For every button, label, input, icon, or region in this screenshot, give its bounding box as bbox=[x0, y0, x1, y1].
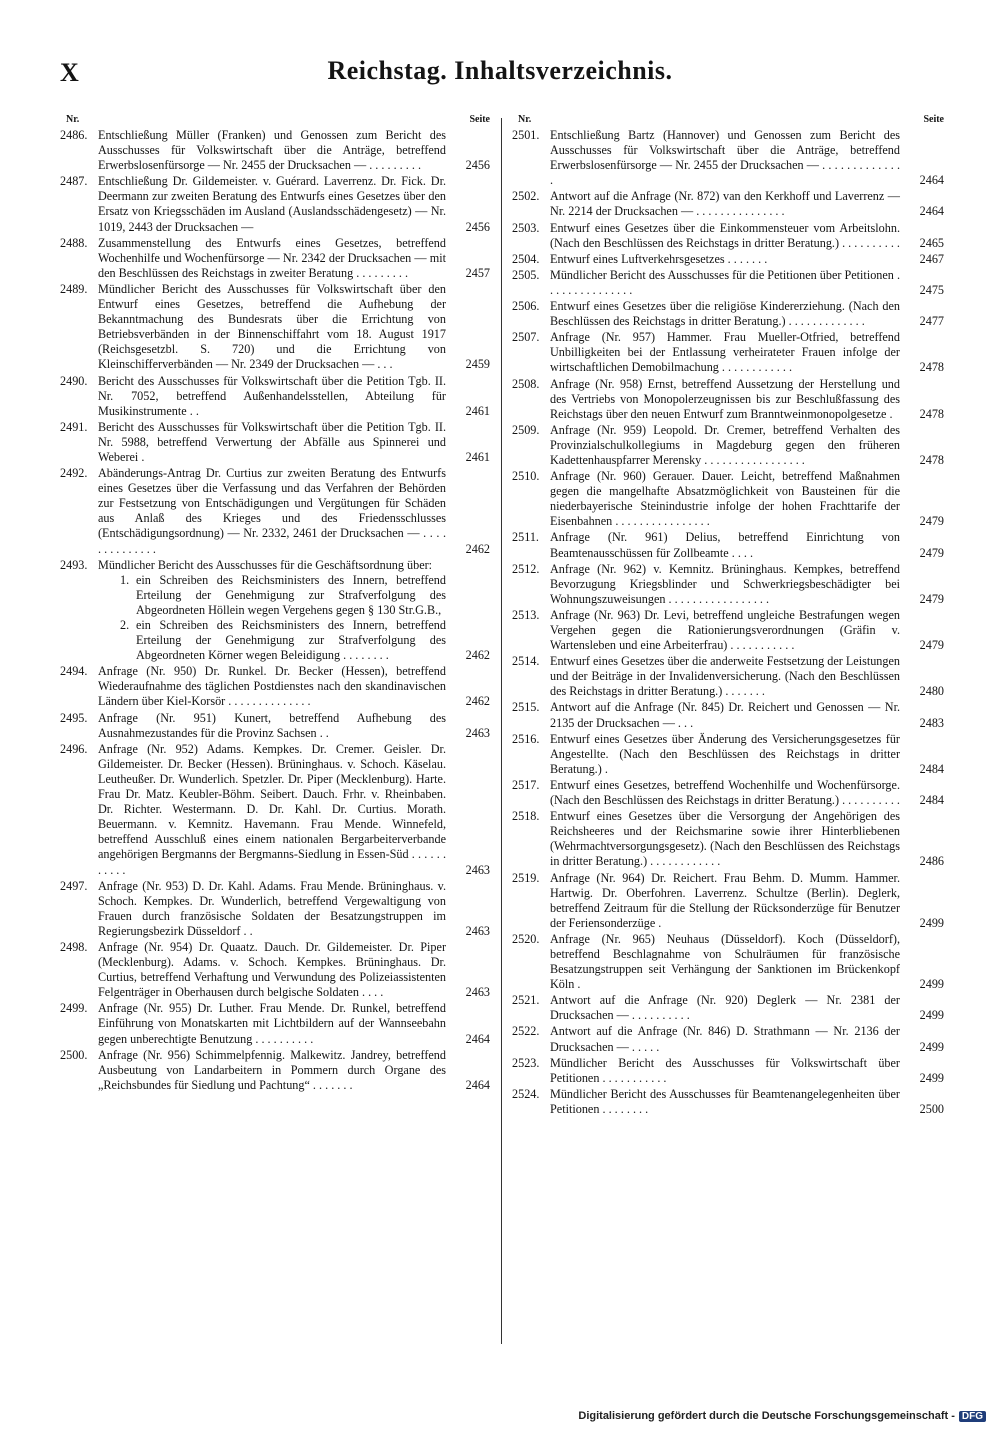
entry-page: 2499 bbox=[919, 1070, 944, 1085]
sub-item bbox=[98, 573, 446, 618]
entry-page: 2464 bbox=[465, 1031, 490, 1046]
entry-text: Anfrage (Nr. 961) Delius, betreffend Einrichtung von Beamtenausschüssen für Zollbeamte . . . . bbox=[550, 530, 900, 560]
sub-item-text: ein Schreiben des Reichsministers des Innern, betreffend Erteilung der Genehmigung zur Strafverfolgung des Abgeordneten Körner wegen Beleidigung . . . . . . . . bbox=[136, 618, 446, 663]
entry-number: 2494. bbox=[60, 664, 88, 679]
entry-number: 2498. bbox=[60, 939, 88, 954]
entry-number: 2505. bbox=[512, 267, 540, 282]
entry-page: 2475 bbox=[919, 282, 944, 297]
entry-page: 2478 bbox=[919, 360, 944, 375]
entry-number: 2500. bbox=[60, 1047, 88, 1062]
entry-text: Entwurf eines Gesetzes über die religiöse Kindererziehung. (Nach den Beschlüssen des Reichstags in dritter Beratung.) . . . . . . . . . . . . . bbox=[550, 299, 900, 329]
left-entry-list bbox=[60, 128, 490, 1093]
index-entry bbox=[60, 711, 490, 741]
entry-page: 2462 bbox=[465, 648, 490, 663]
entry-number: 2508. bbox=[512, 376, 540, 391]
index-entry bbox=[512, 608, 944, 653]
sub-item-text: ein Schreiben des Reichsministers des Innern, betreffend Erteilung der Genehmigung zur Strafverfolgung des Abgeordneten Höllein wegen Vergehens gegen § 130 Str.G.B., bbox=[136, 572, 446, 617]
entry-page: 2461 bbox=[465, 449, 490, 464]
index-entry bbox=[60, 742, 490, 878]
index-entry bbox=[60, 236, 490, 281]
entry-number: 2522. bbox=[512, 1024, 540, 1039]
left-column bbox=[60, 112, 490, 1094]
index-entry bbox=[512, 778, 944, 808]
entry-text: Anfrage (Nr. 951) Kunert, betreffend Aufhebung des Ausnahmezustandes für die Provinz Sachsen . . bbox=[98, 710, 446, 740]
index-entry bbox=[512, 128, 944, 188]
entry-page: 2484 bbox=[919, 761, 944, 776]
entry-page: 2479 bbox=[919, 591, 944, 606]
column-divider bbox=[501, 118, 502, 1344]
entry-page: 2463 bbox=[465, 862, 490, 877]
entry-number: 2492. bbox=[60, 466, 88, 481]
entry-page: 2486 bbox=[919, 854, 944, 869]
entry-text: Zusammenstellung des Entwurfs eines Gesetzes, betreffend Wochenhilfe und Wochenfürsorge — Nr. 2342 der Drucksachen — mit den Beschlüssen des Reichstags in zweiter Beratung . . . . . . . . . bbox=[98, 235, 446, 280]
entry-text: Entschließung Dr. Gildemeister. v. Guérard. Laverrenz. Dr. Fick. Dr. Deermann zur zweiten Beratung des Entwurfs eines Gesetzes über den Ersatz von Kriegsschäden im Ausland (Auslandsschädengesetz) — Nr. 1019, 2443 der Drucksachen — bbox=[98, 174, 446, 234]
entry-number: 2495. bbox=[60, 710, 88, 725]
entry-text: Anfrage (Nr. 964) Dr. Reichert. Frau Behm. D. Mumm. Hammer. Hartwig. Dr. Oberfohren. Laverrenz. Schultze (Berlin). Deglerk, betreffend Zeitraum für die Stellung der Rücksonderzüge für Benutzer der Feriensonderzüge . bbox=[550, 870, 900, 930]
entry-page: 2464 bbox=[465, 1077, 490, 1092]
entry-number: 2496. bbox=[60, 741, 88, 756]
entry-text: Entschließung Müller (Franken) und Genossen zum Bericht des Ausschusses für Volkswirtschaft über die Anträge, betreffend Erwerbslosenfürsorge — Nr. 2455 der Drucksachen — . . . . . . . . . bbox=[98, 128, 446, 173]
sub-item-number: 2. bbox=[120, 618, 130, 632]
entry-text: Mündlicher Bericht des Ausschusses für die Petitionen über Petitionen . . . . . . . . . . . . . . . bbox=[550, 267, 900, 297]
index-entry bbox=[512, 1056, 944, 1086]
seite-label: Seite bbox=[469, 114, 490, 125]
entry-number: 2511. bbox=[512, 530, 539, 545]
entry-number: 2506. bbox=[512, 299, 540, 314]
entry-number: 2521. bbox=[512, 993, 540, 1008]
entry-text: Anfrage (Nr. 950) Dr. Runkel. Dr. Becker (Hessen), betreffend Wiederaufnahme des täglichen Postdienstes nach den skandinavischen Ländern über Kiel-Korsör . . . . . . . . . . . . . . bbox=[98, 664, 446, 709]
index-entry bbox=[60, 282, 490, 373]
entry-text: Anfrage (Nr. 954) Dr. Quaatz. Dauch. Dr. Gildemeister. Dr. Piper (Mecklenburg). Adams. v. Schoch. Kempkes. Brüninghaus. Dr. Curtius, betreffend Verhaftung und Verwundung des Polizeiassistenten Felgenträger in Oberhausen durch belgische Soldaten . . . . bbox=[98, 939, 446, 1000]
entry-text: Mündlicher Bericht des Ausschusses für die Geschäftsordnung über: bbox=[98, 557, 433, 572]
index-entry bbox=[60, 374, 490, 419]
entry-text: Anfrage (Nr. 962) v. Kemnitz. Brüninghaus. Kempkes, betreffend Bevorzugung Kriegsblinder und Schwerkriegsbeschädigter bei Wohnungszuweisungen . . . . . . . . . . . . . . . . . bbox=[550, 561, 900, 606]
page-number: X bbox=[60, 58, 79, 87]
entry-text: Anfrage (Nr. 959) Leopold. Dr. Cremer, betreffend Verhalten des Provinzialschulkollegiums in Magdeburg gegen den früheren Kadettenhauspfarrer Merensky . . . . . . . . . . . . . . . . . bbox=[550, 422, 900, 467]
entry-text: Antwort auf die Anfrage (Nr. 872) van den Kerkhoff und Laverrenz — Nr. 2214 der Drucksachen — . . . . . . . . . . . . . . . bbox=[550, 189, 900, 219]
entry-text: Antwort auf die Anfrage (Nr. 845) Dr. Reichert und Genossen — Nr. 2135 der Drucksachen — . . . bbox=[550, 700, 900, 730]
dfg-logo: DFG bbox=[959, 1411, 986, 1422]
entry-page: 2483 bbox=[919, 715, 944, 730]
entry-number: 2517. bbox=[512, 777, 540, 792]
entry-page: 2463 bbox=[465, 725, 490, 740]
entry-text: Anfrage (Nr. 958) Ernst, betreffend Aussetzung der Herstellung und des Vertriebs von Monopolerzeugnissen bis zur Beschlußfassung des Reichstags über den neuen Entwurf zum Branntweinmonopolgesetze . bbox=[550, 376, 900, 421]
entry-page: 2464 bbox=[919, 173, 944, 188]
index-entry bbox=[512, 252, 944, 267]
entry-number: 2491. bbox=[60, 419, 88, 434]
column-header bbox=[60, 112, 490, 126]
right-column bbox=[512, 112, 944, 1118]
index-entry bbox=[512, 221, 944, 251]
entry-number: 2502. bbox=[512, 189, 540, 204]
seite-label: Seite bbox=[923, 114, 944, 125]
entry-number: 2520. bbox=[512, 931, 540, 946]
entry-text: Anfrage (Nr. 957) Hammer. Frau Mueller-Otfried, betreffend Unbilligkeiten bei der Entlassung verheirateter Frauen infolge der wirtschaftlichen Demobilmachung . . . . . . . . . . . . bbox=[550, 330, 900, 375]
entry-page: 2456 bbox=[465, 219, 490, 234]
entry-number: 2512. bbox=[512, 561, 540, 576]
entry-number: 2518. bbox=[512, 809, 540, 824]
entry-text: Entwurf eines Gesetzes über die Einkommensteuer vom Arbeitslohn. (Nach den Beschlüssen des Reichstags in dritter Beratung.) . . . . . . . . . . bbox=[550, 220, 900, 250]
entry-text: Entwurf eines Gesetzes, betreffend Wochenhilfe und Wochenfürsorge. (Nach den Beschlüssen des Reichstags in dritter Beratung.) . . . . . . . . . . bbox=[550, 777, 900, 808]
index-entry bbox=[512, 809, 944, 869]
page-title: Reichstag. Inhaltsverzeichnis. bbox=[327, 56, 673, 85]
entry-page: 2456 bbox=[465, 158, 490, 173]
entry-text: Mündlicher Bericht des Ausschusses für Volkswirtschaft über den Entwurf eines Gesetzes, betreffend die Aufhebung der Bekanntmachung des Bundesrats über die Errichtung von Betriebsverbänden in der Binnenschiffahrt vom 18. August 1917 (Reichsgesetzbl. S. 720) und die Errichtung von Kleinschifferverbänden — Nr. 2349 der Drucksachen — . . . bbox=[98, 281, 446, 372]
index-entry bbox=[512, 562, 944, 607]
entry-number: 2489. bbox=[60, 281, 88, 296]
nr-label: Nr. bbox=[66, 114, 80, 125]
entry-number: 2490. bbox=[60, 373, 88, 388]
entry-page: 2499 bbox=[919, 1008, 944, 1023]
entry-number: 2509. bbox=[512, 422, 540, 437]
index-entry bbox=[512, 932, 944, 992]
index-entry bbox=[512, 1024, 944, 1054]
index-entry bbox=[60, 420, 490, 465]
index-entry bbox=[512, 268, 944, 298]
sub-item bbox=[98, 618, 446, 663]
index-entry bbox=[512, 377, 944, 422]
entry-text: Mündlicher Bericht des Ausschusses für Beamtenangelegenheiten über Petitionen . . . . . . . . bbox=[550, 1086, 900, 1116]
entry-text: Entwurf eines Gesetzes über Änderung des Versicherungsgesetzes für Angestellte. (Nach den Beschlüssen des Reichstags in dritter Beratung.) . bbox=[550, 731, 900, 776]
index-entry bbox=[60, 558, 490, 664]
index-entry bbox=[60, 879, 490, 939]
nr-label: Nr. bbox=[518, 114, 532, 125]
entry-page: 2479 bbox=[919, 514, 944, 529]
entry-page: 2499 bbox=[919, 915, 944, 930]
column-header bbox=[512, 112, 944, 126]
index-entry bbox=[512, 654, 944, 699]
entry-text: Bericht des Ausschusses für Volkswirtschaft über die Petition Tgb. II. Nr. 7052, betreffend Außenhandelsstellen, Abteilung für Musikinstrumente . . bbox=[98, 373, 446, 418]
index-entry bbox=[60, 664, 490, 709]
footer-text: Digitalisierung gefördert durch die Deutsche Forschungsgemeinschaft - bbox=[578, 1410, 955, 1422]
entry-text: Anfrage (Nr. 963) Dr. Levi, betreffend ungleiche Bestrafungen wegen Vergehen gegen die Rationierungsverordnungen (Gräfin v. Wartensleben und eine Arbeiterfrau) . . . . . . . . . . . bbox=[550, 607, 900, 653]
index-entry bbox=[512, 330, 944, 375]
index-entry bbox=[512, 423, 944, 468]
entry-page: 2465 bbox=[919, 235, 944, 250]
entry-page: 2478 bbox=[919, 452, 944, 467]
entry-text: Antwort auf die Anfrage (Nr. 920) Deglerk — Nr. 2381 der Drucksachen — . . . . . . . . . . bbox=[550, 993, 900, 1023]
sub-item-number: 1. bbox=[120, 572, 130, 587]
index-entry bbox=[60, 128, 490, 173]
entry-page: 2463 bbox=[465, 985, 490, 1000]
entry-page: 2499 bbox=[919, 1039, 944, 1054]
entry-text: Bericht des Ausschusses für Volkswirtschaft über die Petition Tgb. II. Nr. 5988, betreffend Verwertung der Abfälle aus Spinnerei und Weberei . bbox=[98, 419, 446, 464]
right-entry-list bbox=[512, 128, 944, 1117]
entry-page: 2461 bbox=[465, 403, 490, 418]
index-entry bbox=[60, 466, 490, 557]
entry-number: 2499. bbox=[60, 1001, 88, 1016]
entry-page: 2479 bbox=[919, 638, 944, 653]
entry-page: 2499 bbox=[919, 977, 944, 992]
entry-text: Entwurf eines Gesetzes über die anderweite Festsetzung der Leistungen und der Beiträge in der Invalidenversicherung. (Nach den Beschlüssen des Reichstags in dritter Beratung.) . . . . . . . bbox=[550, 654, 900, 699]
entry-page: 2484 bbox=[919, 793, 944, 808]
entry-text: Mündlicher Bericht des Ausschusses für Volkswirtschaft über Petitionen . . . . . . . . . . . bbox=[550, 1055, 900, 1085]
index-entry bbox=[512, 469, 944, 529]
entry-page: 2467 bbox=[919, 251, 944, 266]
entry-number: 2504. bbox=[512, 251, 540, 266]
entry-text: Anfrage (Nr. 955) Dr. Luther. Frau Mende. Dr. Runkel, betreffend Einführung von Monatskarten mit Lichtbildern auf der Wannseebahn gegen unberechtigte Benutzung . . . . . . . . . . bbox=[98, 1001, 446, 1046]
entry-number: 2524. bbox=[512, 1086, 540, 1101]
entry-number: 2507. bbox=[512, 330, 540, 345]
entry-number: 2487. bbox=[60, 174, 88, 189]
entry-page: 2500 bbox=[919, 1101, 944, 1116]
entry-page: 2478 bbox=[919, 406, 944, 421]
footer-credit bbox=[578, 1410, 986, 1422]
entry-text: Anfrage (Nr. 965) Neuhaus (Düsseldorf). Koch (Düsseldorf), betreffend Beschlagnahme von Schulräumen für französische Besatzungstruppen seit Verhängung der Sanktionen im Brückenkopf Köln . bbox=[550, 931, 900, 992]
entry-text: Anfrage (Nr. 960) Gerauer. Dauer. Leicht, betreffend Maßnahmen gegen die mangelhafte Absatzmöglichkeit von Bausteinen für die niederbayerische Steinindustrie infolge der hohen Frachttarife der Eisenbahnen . . . . . . . . . . . . . . . . bbox=[550, 469, 900, 529]
entry-number: 2516. bbox=[512, 731, 540, 746]
entry-text: Anfrage (Nr. 952) Adams. Kempkes. Dr. Cremer. Geisler. Dr. Gildemeister. Dr. Becker (Hessen). Brüninghaus. v. Schoch. Käselau. Leutheußer. Dr. Wunderlich. Spetzler. Dr. Piper (Mecklenburg). Harte. Frau Dr. Matz. Keubler-Böhm. Seibert. Dauch. Frhr. v. Rheinbaben. Dr. Richter. Westermann. D. Dr. Kahl. Dr. Curtius. Morath. Beuermann. v. Kemnitz. Havemann. Frau Mende. Winnefeld, betreffend Ausschluß eines einem nationalen Bergarbeiterverbande angehörigen Bergmanns der Bergmanns-Siedlung in Essen-Süd . . . . . . . . . . . bbox=[98, 741, 446, 877]
entry-number: 2503. bbox=[512, 220, 540, 235]
entry-number: 2523. bbox=[512, 1055, 540, 1070]
entry-text: Abänderungs-Antrag Dr. Curtius zur zweiten Beratung des Entwurfs eines Gesetzes über die Verfassung und das Verfahren der Behörden zur Festsetzung von Entschädigungen und Vergütungen für Schäden aus Anlaß des Krieges und des Friedensschlusses (Entschädigungsordnung) — Nr. 2332, 2461 der Drucksachen — . . . . . . . . . . . . . . bbox=[98, 466, 446, 556]
entry-page: 2462 bbox=[465, 541, 490, 556]
entry-page: 2477 bbox=[919, 314, 944, 329]
entry-page: 2479 bbox=[919, 545, 944, 560]
entry-number: 2488. bbox=[60, 235, 88, 250]
index-entry bbox=[512, 732, 944, 777]
entry-page: 2462 bbox=[465, 694, 490, 709]
entry-text: Entwurf eines Luftverkehrsgesetzes . . . . . . . bbox=[550, 251, 768, 266]
entry-text: Entwurf eines Gesetzes über die Versorgung der Angehörigen des Reichsheeres und der Reichsmarine sowie ihrer Hinterbliebenen (Wehrmachtversorgungsgesetz). (Nach den Beschlüssen des Reichstags in dritter Beratung.) . . . . . . . . . . . . bbox=[550, 809, 900, 869]
entry-number: 2515. bbox=[512, 700, 540, 715]
entry-number: 2510. bbox=[512, 469, 540, 484]
index-entry bbox=[60, 1001, 490, 1046]
entry-number: 2514. bbox=[512, 654, 540, 669]
entry-number: 2519. bbox=[512, 870, 540, 885]
entry-number: 2497. bbox=[60, 878, 88, 893]
index-entry bbox=[512, 189, 944, 219]
index-entry bbox=[512, 993, 944, 1023]
entry-page: 2463 bbox=[465, 923, 490, 938]
entry-number: 2501. bbox=[512, 128, 540, 142]
entry-number: 2493. bbox=[60, 557, 88, 572]
index-entry bbox=[60, 174, 490, 234]
index-entry bbox=[512, 299, 944, 329]
index-entry bbox=[512, 530, 944, 560]
index-entry bbox=[60, 1048, 490, 1093]
index-entry bbox=[512, 700, 944, 730]
entry-page: 2480 bbox=[919, 684, 944, 699]
entry-text: Entschließung Bartz (Hannover) und Genossen zum Bericht des Ausschusses für Volkswirtschaft über die Anträge, betreffend Erwerbslosenfürsorge — Nr. 2455 der Drucksachen — . . . . . . . . . . . . . . bbox=[550, 128, 900, 188]
index-entry bbox=[60, 940, 490, 1000]
entry-page: 2459 bbox=[465, 357, 490, 372]
entry-text: Anfrage (Nr. 956) Schimmelpfennig. Malkewitz. Jandrey, betreffend Ausbeutung von Landarbeitern in Pommern durch Organe des „Reichsbundes für Siedlung und Pachtung“ . . . . . . . bbox=[98, 1047, 446, 1092]
entry-number: 2486. bbox=[60, 128, 88, 142]
entry-page: 2457 bbox=[465, 265, 490, 280]
index-entry bbox=[512, 871, 944, 931]
entry-text: Antwort auf die Anfrage (Nr. 846) D. Strathmann — Nr. 2136 der Drucksachen — . . . . . bbox=[550, 1024, 900, 1054]
entry-page: 2464 bbox=[919, 204, 944, 219]
entry-text: Anfrage (Nr. 953) D. Dr. Kahl. Adams. Frau Mende. Brüninghaus. v. Schoch. Kempkes. Dr. Wunderlich, betreffend Vergewaltigung von Frauen durch französische Soldaten der Besatzungstruppen im Regierungsbezirk Düsseldorf . . bbox=[98, 878, 446, 938]
index-entry bbox=[512, 1087, 944, 1117]
entry-number: 2513. bbox=[512, 607, 540, 622]
